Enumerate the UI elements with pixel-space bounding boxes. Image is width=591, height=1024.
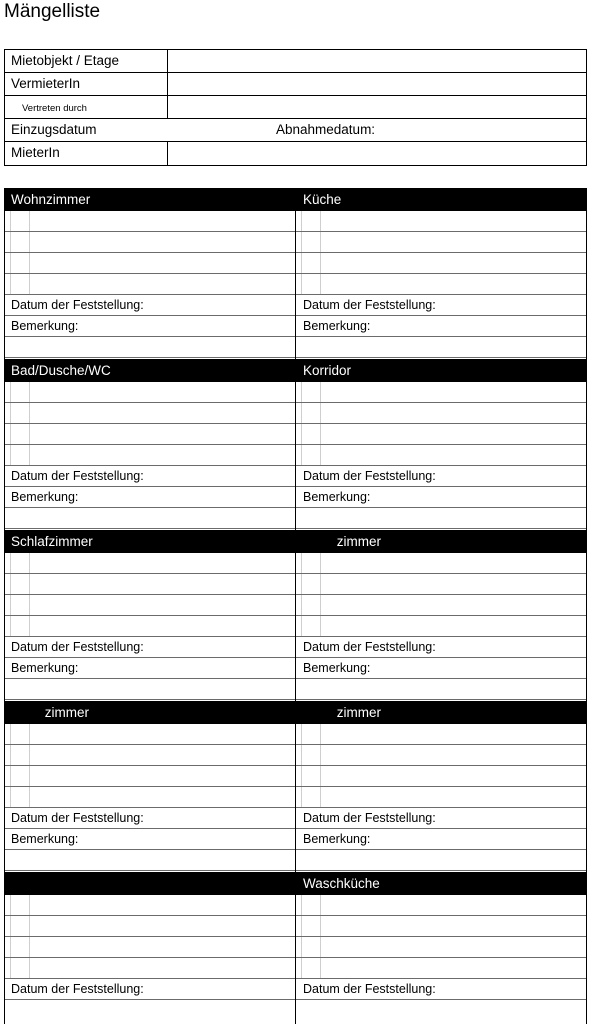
checkbox[interactable] [10, 553, 30, 573]
remark-label: Bemerkung: [5, 658, 296, 679]
checkbox[interactable] [301, 274, 321, 294]
info-row-tenant [5, 142, 586, 165]
remark-label: Bemerkung: [296, 658, 586, 679]
checkbox[interactable] [10, 745, 30, 765]
room-title: Korridor [296, 359, 586, 382]
checkbox[interactable] [10, 232, 30, 252]
checkbox[interactable] [301, 958, 321, 978]
checkbox[interactable] [301, 724, 321, 744]
checkbox[interactable] [10, 574, 30, 594]
checkbox[interactable] [10, 445, 30, 465]
room-title: zimmer [296, 530, 586, 553]
checkbox[interactable] [10, 787, 30, 807]
checkbox[interactable] [301, 445, 321, 465]
checkbox[interactable] [10, 916, 30, 936]
checkbox[interactable] [301, 403, 321, 423]
room-block [4, 188, 587, 359]
room-column [4, 359, 296, 530]
checkbox[interactable] [301, 895, 321, 915]
date-label: Datum der Feststellung: [296, 466, 586, 487]
info-row-landlord [5, 73, 586, 96]
checkbox[interactable] [301, 595, 321, 615]
checkbox[interactable] [301, 745, 321, 765]
remark-field[interactable] [296, 850, 586, 871]
checkbox[interactable] [301, 937, 321, 957]
move-in-label: Einzugsdatum [11, 122, 97, 137]
checkbox[interactable] [301, 553, 321, 573]
checkbox[interactable] [301, 424, 321, 444]
room-column [4, 872, 296, 1024]
info-table [4, 49, 587, 166]
remark-field[interactable] [296, 679, 586, 700]
date-label: Datum der Feststellung: [296, 808, 586, 829]
checkbox[interactable] [301, 574, 321, 594]
checkbox[interactable] [301, 916, 321, 936]
remark-label: Bemerkung: [5, 487, 296, 508]
date-label: Datum der Feststellung: [296, 295, 586, 316]
room-block [4, 701, 587, 872]
checkbox[interactable] [301, 616, 321, 636]
room-column [295, 530, 587, 701]
handover-label: Abnahmedatum: [276, 122, 376, 137]
checkbox[interactable] [301, 211, 321, 231]
room-column [295, 359, 587, 530]
checkbox[interactable] [301, 382, 321, 402]
date-label: Datum der Feststellung: [5, 466, 296, 487]
room-column [4, 701, 296, 872]
room-title: Schlafzimmer [5, 530, 296, 553]
remark-field[interactable] [296, 337, 586, 358]
remark-field[interactable] [5, 337, 296, 358]
info-row-represented [5, 96, 586, 119]
remark-label: Bemerkung: [5, 829, 296, 850]
landlord-label: VermieterIn [11, 76, 81, 91]
room-title: zimmer [296, 701, 586, 724]
room-column [295, 872, 587, 1024]
object-label: Mietobjekt / Etage [11, 53, 120, 68]
date-label: Datum der Feststellung: [296, 979, 586, 1000]
room-title: Waschküche [296, 872, 586, 895]
room-title: Wohnzimmer [5, 188, 296, 211]
date-label: Datum der Feststellung: [5, 637, 296, 658]
room-column [4, 530, 296, 701]
date-label: Datum der Feststellung: [5, 979, 296, 1000]
room-title: zimmer [5, 701, 296, 724]
remark-label: Bemerkung: [296, 487, 586, 508]
checkbox[interactable] [10, 424, 30, 444]
checkbox[interactable] [10, 937, 30, 957]
room-title: Küche [296, 188, 586, 211]
rooms-grid [4, 188, 587, 1024]
checkbox[interactable] [10, 724, 30, 744]
room-title: Bad/Dusche/WC [5, 359, 296, 382]
remark-field[interactable] [5, 508, 296, 529]
room-block [4, 530, 587, 701]
remark-field[interactable] [5, 850, 296, 871]
checkbox[interactable] [10, 766, 30, 786]
room-column [4, 188, 296, 359]
checkbox[interactable] [301, 232, 321, 252]
remark-label: Bemerkung: [296, 829, 586, 850]
checkbox[interactable] [10, 253, 30, 273]
room-block [4, 359, 587, 530]
info-row-object [5, 50, 586, 73]
room-block [4, 872, 587, 1024]
room-column [295, 701, 587, 872]
checkbox[interactable] [10, 382, 30, 402]
remark-label: Bemerkung: [5, 316, 296, 337]
info-row-dates [5, 119, 586, 142]
checkbox[interactable] [301, 787, 321, 807]
checkbox[interactable] [10, 403, 30, 423]
checkbox[interactable] [10, 895, 30, 915]
date-label: Datum der Feststellung: [5, 295, 296, 316]
represented-label: Vertreten durch [22, 103, 87, 114]
room-title [5, 872, 296, 895]
checkbox[interactable] [301, 766, 321, 786]
tenant-label: MieterIn [11, 145, 60, 160]
date-label: Datum der Feststellung: [5, 808, 296, 829]
room-column [295, 188, 587, 359]
remark-field[interactable] [5, 679, 296, 700]
date-label: Datum der Feststellung: [296, 637, 586, 658]
checkbox[interactable] [10, 595, 30, 615]
remark-field[interactable] [296, 508, 586, 529]
checkbox[interactable] [10, 211, 30, 231]
checkbox[interactable] [301, 253, 321, 273]
checkbox[interactable] [10, 616, 30, 636]
remark-label: Bemerkung: [296, 316, 586, 337]
checkbox[interactable] [10, 958, 30, 978]
page-title: Mängelliste [4, 1, 101, 22]
checkbox[interactable] [10, 274, 30, 294]
